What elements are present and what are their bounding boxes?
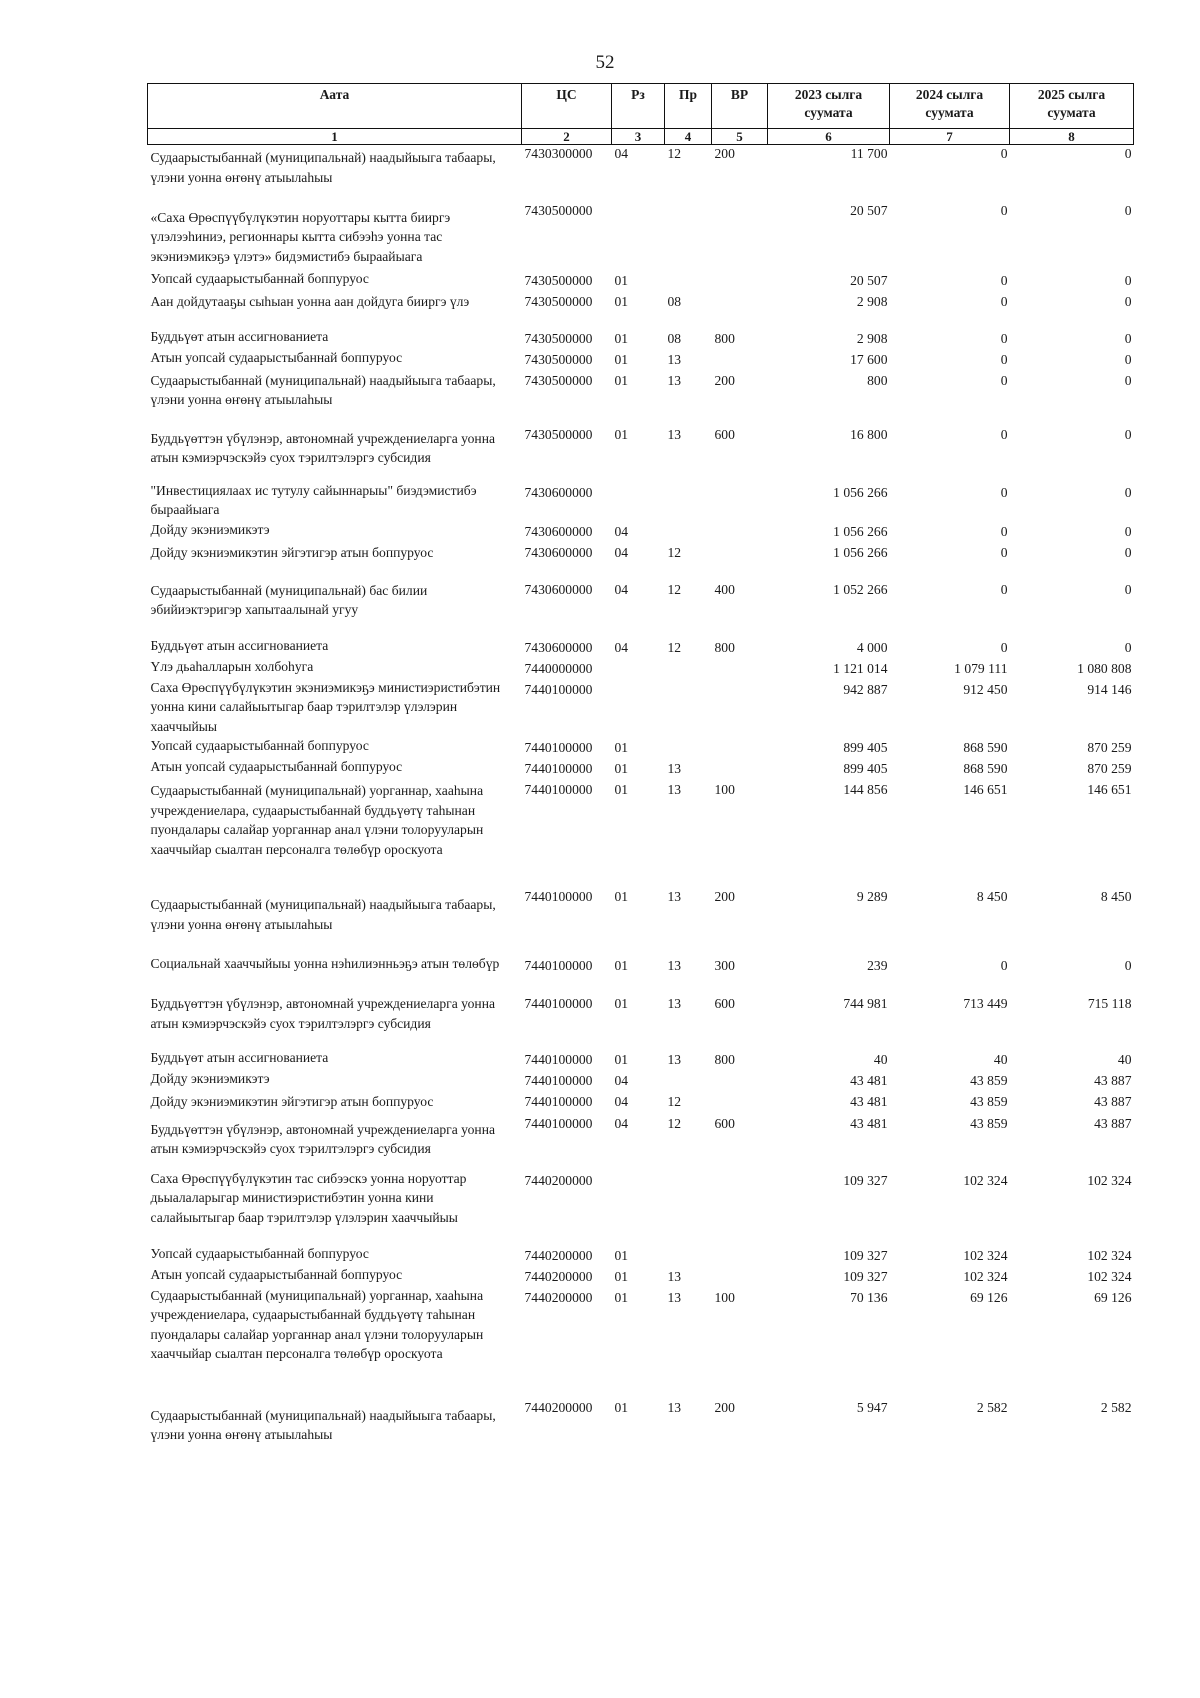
row-2023: 109 327 [843, 1172, 888, 1188]
row-2024: 43 859 [970, 1115, 1008, 1131]
row-2023: 9 289 [856, 889, 888, 904]
column-number: 4 [665, 129, 712, 145]
table-body [148, 145, 1134, 1466]
row-name: Уопсай судаарыстыбаннай боппуруос [150, 738, 369, 753]
row-2024: 0 [1000, 426, 1008, 442]
row-rz: 01 [614, 761, 629, 776]
row-2024: 0 [1000, 146, 1008, 161]
row-pr: 13 [667, 426, 682, 442]
row-pr [665, 520, 712, 541]
row-2023: 43 481 [850, 1094, 888, 1109]
row-name: Социальнай хааччыйыы уонна нэһилиэнньэҕэ атын төлөбүр [150, 956, 500, 971]
row-vr [712, 348, 768, 369]
row-rz: 04 [614, 146, 629, 161]
row-name: Буддьүөттэн үбүлэнэр, автономнай учреждениеларга уонна атын кэмиэрчэскэйэ суох тэрилтэлэргэ субсидия [150, 996, 496, 1031]
table-row [148, 369, 1134, 423]
row-2023: 109 327 [843, 1268, 888, 1284]
row-cs: 7440200000 [524, 1172, 593, 1188]
row-name: Судаарыстыбаннай (муниципальнай) уорганнар, хааһына учреждениелара, судаарыстыбаннай буддьүөтү таһынан пуондалары салайар уорганнар анал үлэни толорууларын хааччыйар сыалтан персоналга төлөбүр ороскуота [150, 783, 484, 857]
row-2024: 102 324 [963, 1172, 1008, 1188]
row-rz: 01 [614, 1052, 629, 1067]
row-2023: 744 981 [843, 996, 888, 1011]
row-2024: 0 [1000, 351, 1008, 367]
row-vr: 200 [714, 1399, 735, 1415]
table-row [148, 520, 1134, 541]
row-vr [712, 1265, 768, 1286]
row-rz [612, 678, 665, 737]
column-number: 3 [612, 129, 665, 145]
row-2024: 0 [1000, 544, 1008, 560]
row-2025: 0 [1124, 272, 1132, 288]
table-row [148, 1286, 1134, 1396]
row-pr: 13 [667, 1052, 682, 1067]
row-vr: 200 [714, 889, 735, 904]
row-name: "Инвестициялаах ис тутулу сайыннарыы" биэдэмистибэ быраайыага [150, 482, 477, 517]
row-pr [665, 481, 712, 520]
table-row [148, 757, 1134, 778]
row-2025: 43 887 [1094, 1094, 1132, 1109]
row-pr [665, 1244, 712, 1265]
row-cs: 7430500000 [524, 330, 593, 346]
row-vr: 600 [714, 996, 735, 1011]
row-vr [712, 736, 768, 757]
row-2025: 0 [1124, 202, 1132, 218]
row-2023: 1 056 266 [833, 544, 888, 560]
row-2025: 0 [1124, 351, 1132, 367]
row-pr [665, 657, 712, 678]
row-2023: 800 [867, 372, 888, 388]
column-number: 2 [522, 129, 612, 145]
header-name: Аата [148, 84, 522, 129]
row-cs: 7440100000 [524, 889, 593, 904]
row-2025: 69 126 [1094, 1289, 1132, 1305]
row-2025: 43 887 [1094, 1115, 1132, 1131]
row-2023: 20 507 [850, 272, 888, 288]
row-cs: 7430600000 [524, 544, 593, 560]
table-row [148, 199, 1134, 269]
row-name: Үлэ дьаһалларын холбоһуга [150, 658, 314, 674]
table-row [148, 1169, 1134, 1244]
row-name: Буддьүөт атын ассигнованиета [150, 637, 329, 653]
header-cs: ЦС [522, 84, 612, 129]
row-2025: 0 [1124, 581, 1132, 597]
row-name: Судаарыстыбаннай (муниципальнай) наадыйыыга табаары, үлэни уонна өҥөнү атыылаһыы [150, 150, 496, 185]
row-cs: 7440100000 [524, 1073, 593, 1088]
table-row [148, 481, 1134, 520]
row-rz: 01 [614, 1247, 629, 1263]
row-2023: 5 947 [856, 1399, 888, 1415]
row-pr: 13 [667, 372, 682, 388]
row-rz: 01 [614, 996, 629, 1011]
row-vr: 100 [714, 782, 735, 797]
row-2023: 1 056 266 [833, 484, 888, 500]
row-vr: 400 [714, 581, 735, 597]
row-2024: 69 126 [970, 1289, 1008, 1305]
row-2024: 912 450 [963, 681, 1008, 697]
row-vr [712, 541, 768, 578]
row-cs: 7430500000 [524, 272, 593, 288]
row-2025: 0 [1124, 293, 1132, 309]
row-2023: 11 700 [850, 146, 888, 161]
row-2023: 20 507 [850, 202, 888, 218]
row-cs: 7440000000 [524, 660, 593, 676]
table-row [148, 1069, 1134, 1090]
row-rz: 04 [614, 544, 629, 560]
row-2025: 0 [1124, 523, 1132, 539]
table-row [148, 348, 1134, 369]
row-2025: 146 651 [1087, 782, 1132, 797]
row-name: Саха Өрөспүүбүлүкэтин тас сибээскэ уонна норуоттар дьыалаларыгар министиэристибэтин уонна кини салайыытыгар баар тэрилтэлэр үлэлэрин хааччыйыы [150, 1170, 467, 1225]
row-2025: 1 080 808 [1077, 660, 1132, 676]
table-row [148, 1090, 1134, 1112]
row-2023: 70 136 [850, 1289, 888, 1305]
row-name: Атын уопсай судаарыстыбаннай боппуруос [150, 759, 403, 774]
table-row [148, 1244, 1134, 1265]
row-cs: 7440100000 [524, 761, 593, 776]
row-rz [612, 481, 665, 520]
row-name: «Саха Өрөспүүбүлүкэтин норуоттары кытта бииргэ үлэлээһиниэ, регионнары кытта сибээһэ уонна тас экэниэмикэҕэ үлэтэ» бидэмистибэ быраайыага [150, 209, 451, 264]
row-rz: 04 [614, 1115, 629, 1131]
row-cs: 7430300000 [524, 146, 593, 161]
row-cs: 7430500000 [524, 202, 593, 218]
row-name: Уопсай судаарыстыбаннай боппуруос [150, 270, 369, 286]
row-2024: 40 [993, 1052, 1008, 1067]
row-name: Дойду экэниэмикэтин эйгэтигэр атын боппуруос [150, 1094, 434, 1109]
column-number: 8 [1010, 129, 1134, 145]
row-rz: 01 [614, 351, 629, 367]
column-number-row [148, 129, 1134, 145]
row-pr [665, 1069, 712, 1090]
row-name: Дойду экэниэмикэтин эйгэтигэр атын боппуруос [150, 544, 434, 560]
row-rz: 01 [614, 740, 629, 755]
row-name: Атын уопсай судаарыстыбаннай боппуруос [150, 1266, 403, 1282]
row-pr: 13 [667, 1399, 682, 1415]
row-2023: 43 481 [850, 1115, 888, 1131]
row-pr [665, 1169, 712, 1244]
row-2025: 0 [1124, 544, 1132, 560]
header-2024: 2024 сылга суумата [890, 84, 1010, 129]
row-2024: 0 [1000, 958, 1008, 973]
row-pr: 13 [667, 958, 682, 973]
row-cs: 7430500000 [524, 351, 593, 367]
row-2023: 40 [873, 1052, 888, 1067]
row-2024: 0 [1000, 272, 1008, 288]
row-vr [712, 290, 768, 327]
row-name: Атын уопсай судаарыстыбаннай боппуруос [150, 349, 403, 365]
row-2023: 942 887 [843, 681, 888, 697]
row-cs: 7430600000 [524, 484, 593, 500]
row-name: Дойду экэниэмикэтэ [150, 521, 270, 537]
row-vr: 200 [714, 372, 735, 388]
row-2025: 0 [1124, 146, 1132, 161]
row-pr [665, 269, 712, 290]
row-cs: 7440100000 [524, 740, 593, 755]
row-name: Буддьүөт атын ассигнованиета [150, 1050, 329, 1065]
page-number: 52 [595, 52, 615, 73]
row-vr: 800 [714, 639, 735, 655]
row-2024: 43 859 [970, 1094, 1008, 1109]
row-name: Судаарыстыбаннай (муниципальнай) бас билии эбийиэктэригэр хапытаалынай угуу [150, 582, 428, 617]
table-row [148, 736, 1134, 757]
row-2023: 899 405 [843, 761, 888, 776]
column-number: 6 [768, 129, 890, 145]
row-vr: 600 [714, 426, 735, 442]
row-pr [665, 199, 712, 269]
row-rz: 01 [614, 889, 629, 904]
table-row [148, 269, 1134, 290]
row-2025: 870 259 [1087, 740, 1132, 755]
row-2025: 870 259 [1087, 761, 1132, 776]
row-2024: 0 [1000, 639, 1008, 655]
row-pr: 12 [667, 1115, 682, 1131]
column-number: 1 [148, 129, 522, 145]
row-pr: 13 [667, 889, 682, 904]
row-vr: 600 [714, 1115, 735, 1131]
row-2023: 43 481 [850, 1073, 888, 1088]
table-row [148, 1112, 1134, 1169]
table-row [148, 778, 1134, 885]
row-2025: 0 [1124, 958, 1132, 973]
row-pr: 13 [667, 1268, 682, 1284]
row-2025: 0 [1124, 484, 1132, 500]
row-vr [712, 481, 768, 520]
row-rz [612, 1169, 665, 1244]
header-vr: ВР [712, 84, 768, 129]
row-vr [712, 520, 768, 541]
row-cs: 7440100000 [524, 782, 593, 797]
row-2024: 713 449 [963, 996, 1008, 1011]
row-2024: 2 582 [976, 1399, 1008, 1415]
row-name: Уопсай судаарыстыбаннай боппуруос [150, 1245, 369, 1261]
row-2025: 102 324 [1087, 1247, 1132, 1263]
row-cs: 7440200000 [524, 1399, 593, 1415]
row-vr: 300 [714, 958, 735, 973]
row-2024: 868 590 [963, 761, 1008, 776]
row-vr [712, 1169, 768, 1244]
row-cs: 7430500000 [524, 293, 593, 309]
row-2025: 0 [1124, 639, 1132, 655]
row-cs: 7440100000 [524, 958, 593, 973]
table-row [148, 1396, 1134, 1466]
row-vr [712, 199, 768, 269]
row-cs: 7440100000 [524, 1094, 593, 1109]
row-2023: 239 [867, 958, 888, 973]
table-row [148, 992, 1134, 1048]
row-2024: 0 [1000, 523, 1008, 539]
budget-table [147, 83, 1134, 1466]
header-2023: 2023 сылга суумата [768, 84, 890, 129]
table-row [148, 578, 1134, 636]
header-2025: 2025 сылга суумата [1010, 84, 1134, 129]
header-rz: Рз [612, 84, 665, 129]
table-row [148, 678, 1134, 737]
row-pr: 13 [667, 351, 682, 367]
row-cs: 7440200000 [524, 1247, 593, 1263]
table-row [148, 954, 1134, 992]
row-cs: 7440200000 [524, 1268, 593, 1284]
row-name: Буддьүөт атын ассигнованиета [150, 328, 329, 344]
row-rz [612, 199, 665, 269]
row-rz: 01 [614, 330, 629, 346]
row-name: Буддьүөттэн үбүлэнэр, автономнай учреждениеларга уонна атын кэмиэрчэскэйэ суох тэрилтэлэргэ субсидия [150, 1121, 496, 1156]
row-2024: 0 [1000, 581, 1008, 597]
row-rz: 01 [614, 293, 629, 309]
row-vr [712, 657, 768, 678]
row-2023: 1 056 266 [833, 523, 888, 539]
row-name: Аан дойдутааҕы сыһыан уонна аан дойдуга бииргэ үлэ [150, 293, 470, 309]
row-rz: 01 [614, 426, 629, 442]
row-2023: 17 600 [850, 351, 888, 367]
row-2024: 102 324 [963, 1268, 1008, 1284]
row-rz [612, 657, 665, 678]
column-number: 7 [890, 129, 1010, 145]
row-2024: 102 324 [963, 1247, 1008, 1263]
row-2025: 102 324 [1087, 1172, 1132, 1188]
row-name: Судаарыстыбаннай (муниципальнай) наадыйыыга табаары, үлэни уонна өҥөнү атыылаһыы [150, 372, 496, 407]
row-pr: 13 [667, 782, 682, 797]
row-vr [712, 1090, 768, 1112]
row-2023: 16 800 [850, 426, 888, 442]
row-2025: 0 [1124, 330, 1132, 346]
row-name: Судаарыстыбаннай (муниципальнай) наадыйыыга табаары, үлэни уонна өҥөнү атыылаһыы [150, 897, 496, 932]
row-pr [665, 736, 712, 757]
row-pr: 12 [667, 544, 682, 560]
row-cs: 7440100000 [524, 681, 593, 697]
row-2023: 109 327 [843, 1247, 888, 1263]
row-2024: 868 590 [963, 740, 1008, 755]
table-row [148, 423, 1134, 481]
row-2023: 1 052 266 [833, 581, 888, 597]
row-rz: 01 [614, 958, 629, 973]
row-2024: 8 450 [976, 889, 1008, 904]
row-rz: 04 [614, 1073, 629, 1088]
row-name: Буддьүөттэн үбүлэнэр, автономнай учреждениеларга уонна атын кэмиэрчэскэйэ суох тэрилтэлэргэ субсидия [150, 430, 496, 465]
row-vr: 100 [714, 1289, 735, 1305]
row-2025: 2 582 [1100, 1399, 1132, 1415]
row-2024: 0 [1000, 330, 1008, 346]
table-row [148, 1048, 1134, 1069]
row-2023: 2 908 [856, 330, 888, 346]
row-2024: 0 [1000, 372, 1008, 388]
row-rz: 04 [614, 639, 629, 655]
row-cs: 7440100000 [524, 996, 593, 1011]
row-2023: 2 908 [856, 293, 888, 309]
row-2025: 914 146 [1087, 681, 1132, 697]
row-2024: 0 [1000, 484, 1008, 500]
row-2024: 0 [1000, 293, 1008, 309]
row-name: Дойду экэниэмикэтэ [150, 1071, 270, 1086]
row-rz: 01 [614, 782, 629, 797]
row-rz: 01 [614, 272, 629, 288]
row-2025: 43 887 [1094, 1073, 1132, 1088]
row-2023: 4 000 [856, 639, 888, 655]
row-vr [712, 757, 768, 778]
row-cs: 7440100000 [524, 1115, 593, 1131]
row-2025: 0 [1124, 372, 1132, 388]
row-pr: 13 [667, 1289, 682, 1305]
row-pr: 08 [667, 330, 682, 346]
row-name: Судаарыстыбаннай (муниципальнай) уорганнар, хааһына учреждениелара, судаарыстыбаннай буддьүөтү таһынан пуондалары салайар уорганнар анал үлэни толорууларын хааччыйар сыалтан персоналга төлөбүр ороскуота [150, 1287, 484, 1361]
row-pr: 12 [667, 1094, 682, 1109]
row-2025: 0 [1124, 426, 1132, 442]
row-name: Судаарыстыбаннай (муниципальнай) наадыйыыга табаары, үлэни уонна өҥөнү атыылаһыы [150, 1407, 496, 1442]
table-row [148, 541, 1134, 578]
row-rz: 04 [614, 1094, 629, 1109]
row-cs: 7430500000 [524, 426, 593, 442]
row-2023: 899 405 [843, 740, 888, 755]
table-row [148, 636, 1134, 657]
row-vr: 800 [714, 1052, 735, 1067]
table-row [148, 327, 1134, 348]
row-cs: 7430600000 [524, 639, 593, 655]
row-pr [665, 678, 712, 737]
row-rz: 04 [614, 581, 629, 597]
row-rz: 01 [614, 1399, 629, 1415]
row-rz: 01 [614, 1268, 629, 1284]
row-2024: 0 [1000, 202, 1008, 218]
row-pr: 12 [667, 581, 682, 597]
row-pr: 13 [667, 761, 682, 776]
row-cs: 7440200000 [524, 1289, 593, 1305]
row-vr [712, 678, 768, 737]
row-vr [712, 1244, 768, 1265]
row-2025: 8 450 [1100, 889, 1132, 904]
row-pr: 13 [667, 996, 682, 1011]
row-2023: 144 856 [843, 782, 888, 797]
row-cs: 7430500000 [524, 372, 593, 388]
row-cs: 7430600000 [524, 523, 593, 539]
row-vr: 800 [714, 330, 735, 346]
row-2024: 146 651 [963, 782, 1008, 797]
table-row [148, 145, 1134, 199]
row-rz: 04 [614, 523, 629, 539]
row-2024: 1 079 111 [954, 660, 1008, 676]
row-rz: 01 [614, 372, 629, 388]
table-row [148, 885, 1134, 954]
row-rz: 01 [614, 1289, 629, 1305]
row-2025: 40 [1117, 1052, 1132, 1067]
row-vr [712, 269, 768, 290]
row-2025: 102 324 [1087, 1268, 1132, 1284]
row-2024: 43 859 [970, 1073, 1008, 1088]
row-2025: 715 118 [1087, 996, 1132, 1011]
row-vr [712, 1069, 768, 1090]
row-vr: 200 [714, 146, 735, 161]
header-row [148, 84, 1134, 129]
row-cs: 7440100000 [524, 1052, 593, 1067]
column-number: 5 [712, 129, 768, 145]
row-2023: 1 121 014 [833, 660, 888, 676]
row-pr: 12 [667, 146, 682, 161]
table-row [148, 290, 1134, 327]
row-pr: 08 [667, 293, 682, 309]
table-row [148, 1265, 1134, 1286]
row-pr: 12 [667, 639, 682, 655]
row-cs: 7430600000 [524, 581, 593, 597]
header-pr: Пр [665, 84, 712, 129]
row-name: Саха Өрөспүүбүлүкэтин экэниэмикэҕэ министиэристибэтин уонна кини салайыытыгар баар тэрилтэлэр үлэлэрин хааччыйыы [150, 679, 501, 734]
table-row [148, 657, 1134, 678]
